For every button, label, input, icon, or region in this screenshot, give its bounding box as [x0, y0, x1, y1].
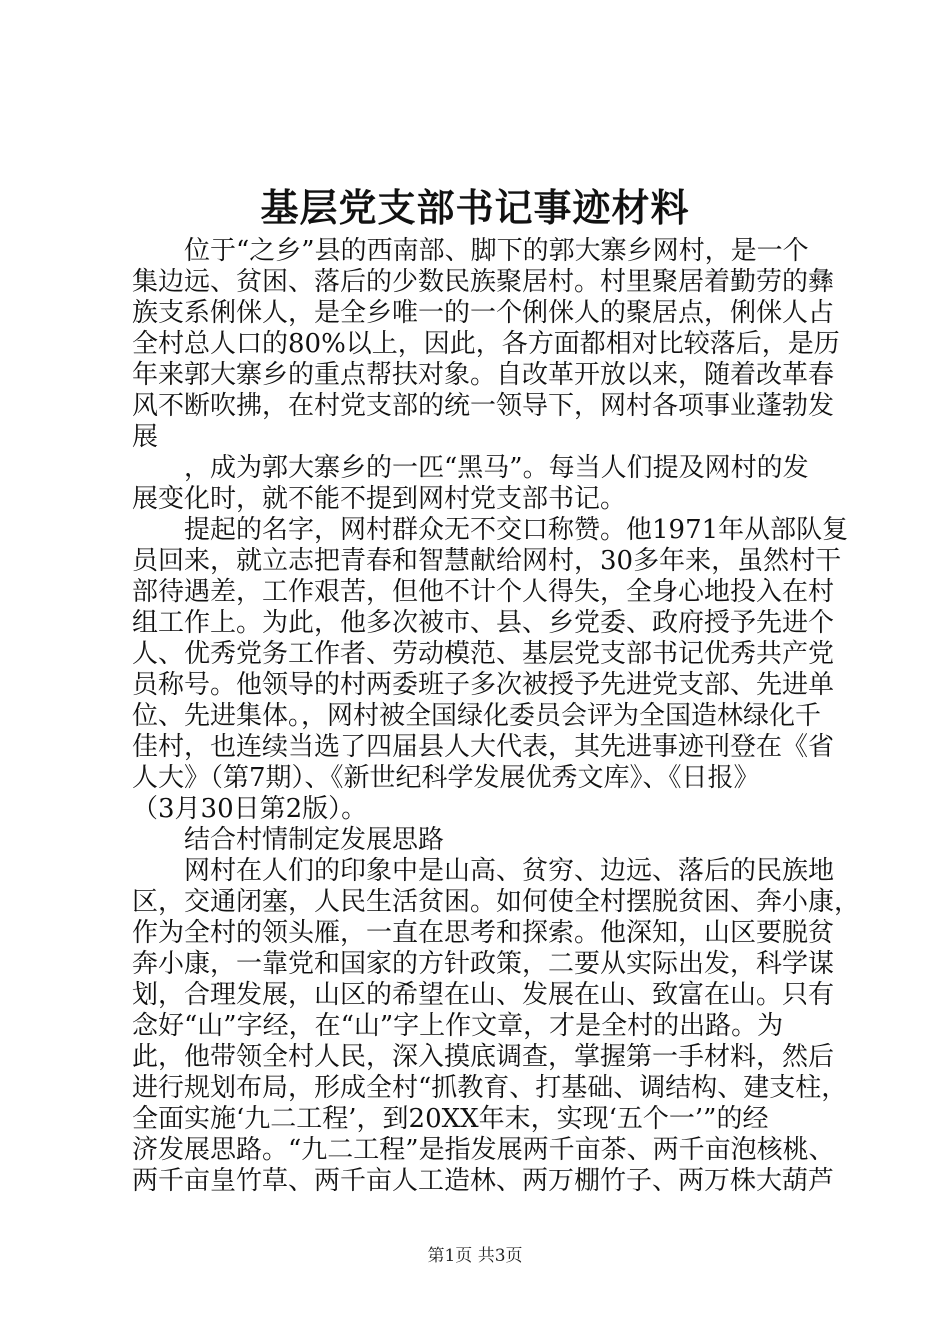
- text-line: （3月30日第2版）。: [132, 794, 368, 824]
- text-line: 部待遇差，工作艰苦，但他不计个人得失，全身心地投入在村: [132, 577, 835, 607]
- page-footer: 第1页 共3页: [427, 1246, 523, 1266]
- section-heading: 结合村情制定发展思路: [184, 825, 445, 855]
- text-line: 年来郭大寨乡的重点帮扶对象。自改革开放以来，随着改革春: [132, 360, 835, 390]
- text-line: 员回来，就立志把青春和智慧献给网村，30多年来，虽然村干: [132, 546, 842, 576]
- text-line: 展变化时，就不能不提到网村党支部书记。: [132, 484, 627, 514]
- text-line: 区，交通闭塞，人民生活贫困。如何使全村摆脱贫困、奔小康，: [132, 887, 861, 917]
- text-line: ，成为郭大寨乡的一匹“黑马”。每当人们提及网村的发: [184, 453, 809, 483]
- text-line: 组工作上。为此，他多次被市、县、乡党委、政府授予先进个: [132, 608, 835, 638]
- document-title: 基层党支部书记事迹材料: [260, 185, 690, 230]
- text-line: 念好“山”字经，在“山”字上作文章，才是全村的出路。为: [132, 1011, 784, 1041]
- document-body: [132, 236, 861, 1197]
- text-line: 此，他带领全村人民，深入摸底调查，掌握第一手材料，然后: [132, 1042, 835, 1072]
- text-line: 济发展思路。“九二工程”是指发展两千亩茶、两千亩泡核桃、: [132, 1135, 835, 1165]
- text-line: 划，合理发展，山区的希望在山、发展在山、致富在山。只有: [132, 980, 835, 1010]
- text-line: 人、优秀党务工作者、劳动模范、基层党支部书记优秀共产党: [132, 639, 835, 669]
- text-line: 族支系俐侎人，是全乡唯一的一个俐侎人的聚居点，俐侎人占: [132, 298, 835, 328]
- text-line: 两千亩皇竹草、两千亩人工造林、两万棚竹子、两万株大葫芦: [132, 1166, 835, 1196]
- text-line: 集边远、贫困、落后的少数民族聚居村。村里聚居着勤劳的彝: [132, 267, 835, 297]
- text-line: 提起的名字，网村群众无不交口称赞。他1971年从部队复: [184, 515, 849, 545]
- text-line: 全村总人口的80%以上，因此，各方面都相对比较落后，是历: [132, 329, 840, 359]
- text-line: 奔小康，一靠党和国家的方针政策，二要从实际出发，科学谋: [132, 949, 835, 979]
- text-line: 进行规划布局，形成全村“抓教育、打基础、调结构、建支柱，: [132, 1073, 848, 1103]
- text-line: 全面实施‘九二工程’，到20XX年末，实现‘五个一’”的经: [132, 1104, 769, 1134]
- text-line: 员称号。他领导的村两委班子多次被授予先进党支部、先进单: [132, 670, 835, 700]
- text-line: 位、先进集体。，网村被全国绿化委员会评为全国造林绿化千: [132, 701, 822, 731]
- text-line: 作为全村的领头雁，一直在思考和探索。他深知，山区要脱贫: [132, 918, 835, 948]
- text-line: 佳村，也连续当选了四届县人大代表，其先进事迹刊登在《省: [132, 732, 835, 762]
- text-line: 位于“之乡”县的西南部、脚下的郭大寨乡网村，是一个: [184, 236, 809, 266]
- text-line: 展: [132, 422, 159, 452]
- text-line: 网村在人们的印象中是山高、贫穷、边远、落后的民族地: [184, 856, 835, 886]
- text-line: 人大》（第7期）、《新世纪科学发展优秀文库》、《日报》: [132, 763, 760, 793]
- text-line: 风不断吹拂，在村党支部的统一领导下，网村各项事业蓬勃发: [132, 391, 835, 421]
